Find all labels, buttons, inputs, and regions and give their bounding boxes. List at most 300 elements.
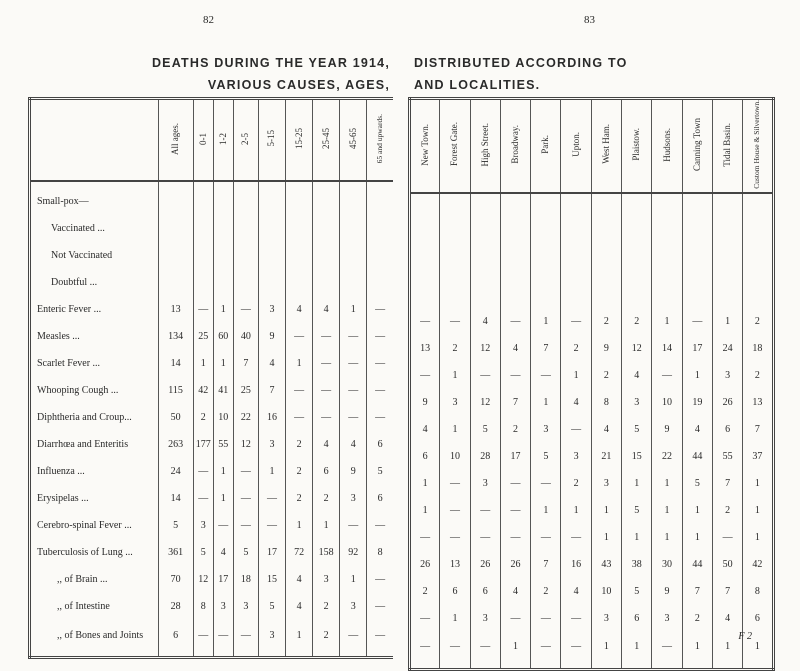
spacer-cell — [233, 650, 258, 658]
age-cell: — — [313, 323, 340, 350]
table-row — [30, 620, 394, 650]
locality-cell: — — [500, 362, 530, 389]
age-cell: 41 — [213, 377, 233, 404]
locality-cell: 4 — [712, 605, 742, 632]
age-cell — [286, 269, 313, 296]
age-header-label: 1-2 — [217, 132, 228, 145]
locality-cell — [531, 281, 561, 308]
age-cell: 1 — [258, 458, 285, 485]
table-row — [410, 362, 774, 389]
locality-cell — [622, 227, 652, 254]
cause-label: ,, of Brain ... — [57, 574, 108, 585]
age-header-label: 65 and upwards. — [375, 113, 385, 164]
table-row — [30, 485, 394, 512]
locality-header-label: West Ham. — [600, 124, 611, 165]
footer-signature: F 2 — [738, 631, 752, 642]
locality-cell: 6 — [622, 605, 652, 632]
age-cell — [213, 215, 233, 242]
locality-cell: 14 — [652, 335, 682, 362]
locality-cell — [531, 200, 561, 227]
locality-cell: — — [682, 308, 712, 335]
locality-cell: 12 — [622, 335, 652, 362]
locality-cell: 3 — [531, 416, 561, 443]
locality-cell — [591, 227, 621, 254]
cause-label: Small-pox— — [37, 196, 89, 207]
age-cell: 72 — [286, 539, 313, 566]
age-header-4 — [258, 99, 285, 182]
age-cell: 361 — [158, 539, 193, 566]
age-cell: — — [286, 377, 313, 404]
age-cell: 70 — [158, 566, 193, 593]
locality-cell: 6 — [470, 578, 500, 605]
table-row — [410, 578, 774, 605]
locality-cell: 4 — [422, 423, 428, 435]
locality-header-7 — [622, 99, 652, 193]
spacer-cell — [561, 662, 591, 670]
locality-cell: 26 — [712, 389, 742, 416]
table-row — [30, 404, 394, 431]
spacer-cell — [682, 193, 712, 200]
age-cell: 2 — [313, 620, 340, 650]
locality-cell — [410, 254, 440, 281]
locality-cell — [500, 227, 530, 254]
table-row — [410, 335, 774, 362]
age-cell — [367, 188, 393, 215]
locality-cell: 1 — [591, 632, 621, 662]
ages-header-row — [30, 99, 394, 182]
locality-header-label: Broadway. — [510, 125, 521, 164]
spacer-row — [30, 181, 394, 188]
locality-cell: 1 — [712, 308, 742, 335]
locality-cell: 26 — [420, 558, 431, 570]
age-cell: — — [367, 404, 393, 431]
age-cell: 1 — [213, 296, 233, 323]
cause-label: Erysipelas ... — [37, 493, 89, 504]
spacer-cell — [712, 193, 742, 200]
spacer-cell — [313, 181, 340, 188]
locality-cell — [682, 254, 712, 281]
locality-cell — [410, 281, 440, 308]
locality-cell — [622, 200, 652, 227]
age-cell: 16 — [258, 404, 285, 431]
locality-cell — [561, 254, 591, 281]
table-row — [410, 497, 774, 524]
age-cell: 5 — [158, 512, 193, 539]
locality-cell: 1 — [500, 632, 530, 662]
locality-cell — [712, 200, 742, 227]
locality-cell — [682, 227, 712, 254]
table-row — [410, 551, 774, 578]
spacer-row — [410, 662, 774, 670]
cause-label: Cerebro-spinal Fever ... — [37, 520, 132, 531]
age-cell — [340, 188, 367, 215]
locality-cell: 2 — [712, 497, 742, 524]
locality-cell: 6 — [422, 450, 428, 462]
locality-cell — [470, 281, 500, 308]
locality-cell: 5 — [531, 443, 561, 470]
age-cell: 24 — [158, 458, 193, 485]
age-cell: — — [233, 512, 258, 539]
cause-label: Diarrhœa and Enteritis — [37, 439, 129, 450]
age-cell: 4 — [313, 296, 340, 323]
locality-cell: 7 — [531, 551, 561, 578]
locality-cell: 1 — [743, 632, 773, 662]
cause-label: Doubtful ... — [51, 277, 98, 288]
locality-cell — [591, 254, 621, 281]
age-cell: 1 — [213, 485, 233, 512]
locality-header-label: High Street. — [479, 122, 490, 167]
cause-label: Not Vaccinated — [51, 250, 113, 261]
age-cell: 5 — [367, 458, 393, 485]
locality-cell: 1 — [440, 605, 470, 632]
locality-header-label: Canning Town — [691, 117, 702, 171]
age-cell: 2 — [286, 485, 313, 512]
locality-header-label: Hudsons. — [661, 127, 672, 162]
age-cell — [258, 269, 285, 296]
age-cell: 5 — [258, 593, 285, 620]
age-cell — [367, 242, 393, 269]
localities-header-row — [410, 99, 774, 193]
age-cell: 4 — [286, 593, 313, 620]
table-row — [410, 200, 774, 227]
age-cell — [193, 215, 213, 242]
locality-cell: 26 — [500, 551, 530, 578]
locality-cell: — — [470, 524, 500, 551]
age-cell: — — [313, 404, 340, 431]
locality-cell: 2 — [591, 362, 621, 389]
spacer-cell — [500, 662, 530, 670]
spacer-cell — [652, 662, 682, 670]
locality-cell: — — [500, 308, 530, 335]
spacer-cell — [340, 650, 367, 658]
locality-cell: 24 — [712, 335, 742, 362]
age-cell: — — [233, 485, 258, 512]
age-cell: 25 — [233, 377, 258, 404]
age-cell: 42 — [193, 377, 213, 404]
cause-label: Influenza ... — [37, 466, 85, 477]
locality-cell: 1 — [422, 504, 428, 516]
age-cell — [313, 215, 340, 242]
spacer-cell — [743, 662, 773, 670]
locality-header-10 — [712, 99, 742, 193]
spacer-cell — [652, 193, 682, 200]
spacer-cell — [367, 650, 393, 658]
spacer-cell — [743, 193, 773, 200]
cause-label: ,, of Bones and Joints — [57, 629, 144, 641]
age-cell — [233, 242, 258, 269]
age-cell — [286, 188, 313, 215]
age-header-5 — [286, 99, 313, 182]
locality-cell: 50 — [712, 551, 742, 578]
age-cell — [313, 269, 340, 296]
locality-cell: 9 — [422, 396, 428, 408]
locality-cell: 4 — [500, 578, 530, 605]
table-row — [410, 605, 774, 632]
locality-cell: 4 — [561, 389, 591, 416]
locality-cell: 28 — [470, 443, 500, 470]
locality-header-4 — [531, 99, 561, 193]
locality-cell: 9 — [591, 335, 621, 362]
locality-cell — [652, 254, 682, 281]
spacer-cell — [622, 193, 652, 200]
locality-header-label: Custom House & Silvertown. — [752, 100, 762, 189]
locality-cell: 10 — [652, 389, 682, 416]
locality-cell — [561, 281, 591, 308]
locality-cell: 22 — [652, 443, 682, 470]
locality-cell: 1 — [743, 470, 773, 497]
locality-cell — [440, 254, 470, 281]
cause-label: Tuberculosis of Lung ... — [37, 547, 133, 558]
age-cell: 4 — [213, 539, 233, 566]
locality-cell: — — [500, 470, 530, 497]
age-cell — [158, 269, 193, 296]
age-cell: 7 — [233, 350, 258, 377]
table-row — [410, 443, 774, 470]
locality-header-6 — [591, 99, 621, 193]
locality-cell: 4 — [591, 416, 621, 443]
locality-cell: — — [420, 612, 431, 624]
age-cell: — — [340, 404, 367, 431]
age-cell: — — [340, 350, 367, 377]
age-cell: 14 — [158, 350, 193, 377]
spacer-cell — [531, 193, 561, 200]
cause-label: Enteric Fever ... — [37, 304, 102, 315]
locality-cell: 3 — [470, 605, 500, 632]
age-cell: 1 — [213, 350, 233, 377]
spacer-cell — [591, 662, 621, 670]
locality-cell: — — [561, 308, 591, 335]
age-cell: 18 — [233, 566, 258, 593]
locality-cell: — — [420, 531, 431, 543]
age-header-label: 15-25 — [293, 128, 304, 149]
age-cell — [313, 242, 340, 269]
age-cell: 1 — [286, 350, 313, 377]
locality-cell: — — [440, 470, 470, 497]
locality-cell: 7 — [712, 578, 742, 605]
locality-cell: 3 — [561, 443, 591, 470]
age-cell — [193, 188, 213, 215]
spacer-cell — [470, 662, 500, 670]
locality-cell: 2 — [591, 308, 621, 335]
spacer-cell — [410, 662, 440, 670]
locality-cell: 1 — [561, 497, 591, 524]
age-cell: 3 — [258, 620, 285, 650]
spacer-cell — [410, 193, 440, 200]
age-cell: 6 — [367, 431, 393, 458]
age-cell: — — [213, 512, 233, 539]
locality-cell: — — [652, 632, 682, 662]
table-row — [410, 632, 774, 662]
age-cell: 13 — [158, 296, 193, 323]
spacer-cell — [158, 650, 193, 658]
spacer-cell — [286, 650, 313, 658]
locality-cell — [440, 227, 470, 254]
page-number-left: 82 — [203, 14, 214, 26]
locality-cell: 3 — [440, 389, 470, 416]
age-cell: — — [286, 404, 313, 431]
locality-cell: 7 — [712, 470, 742, 497]
locality-cell: 2 — [743, 362, 773, 389]
age-cell: 10 — [213, 404, 233, 431]
table-row — [30, 512, 394, 539]
locality-cell: 10 — [591, 578, 621, 605]
locality-cell: — — [500, 605, 530, 632]
locality-cell: 43 — [591, 551, 621, 578]
locality-cell — [500, 281, 530, 308]
spacer-cell — [193, 650, 213, 658]
locality-header-label: New Town. — [419, 123, 430, 166]
locality-cell: — — [420, 369, 431, 381]
locality-cell: 19 — [682, 389, 712, 416]
age-header-label: 45-65 — [347, 128, 358, 149]
locality-cell — [743, 254, 773, 281]
age-header-label: 5-15 — [266, 130, 277, 147]
age-cell: 3 — [258, 296, 285, 323]
age-cell: 4 — [340, 431, 367, 458]
spacer-cell — [470, 193, 500, 200]
age-cell: — — [193, 620, 213, 650]
spacer-cell — [712, 662, 742, 670]
locality-cell: — — [561, 524, 591, 551]
age-cell: — — [258, 485, 285, 512]
locality-cell: 2 — [500, 416, 530, 443]
locality-cell: 26 — [470, 551, 500, 578]
age-cell: 4 — [286, 566, 313, 593]
age-cell: — — [233, 296, 258, 323]
locality-cell: 38 — [622, 551, 652, 578]
table-row — [30, 350, 394, 377]
locality-cell: 1 — [652, 497, 682, 524]
locality-cell: 4 — [561, 578, 591, 605]
age-cell: 1 — [286, 620, 313, 650]
cause-header — [30, 99, 159, 182]
locality-cell: 5 — [622, 416, 652, 443]
locality-cell: — — [561, 632, 591, 662]
age-cell — [340, 269, 367, 296]
cause-label: Diphtheria and Croup... — [37, 412, 132, 423]
locality-cell: 1 — [743, 497, 773, 524]
locality-cell: 3 — [591, 605, 621, 632]
age-cell: 6 — [158, 620, 193, 650]
locality-cell: — — [470, 362, 500, 389]
locality-header-label: Plaistow. — [631, 128, 642, 161]
age-cell: 1 — [193, 350, 213, 377]
age-cell — [367, 269, 393, 296]
age-header-3 — [233, 99, 258, 182]
locality-cell — [743, 200, 773, 227]
locality-cell: 1 — [682, 524, 712, 551]
age-cell: 55 — [213, 431, 233, 458]
age-cell: 134 — [158, 323, 193, 350]
locality-cell: — — [712, 524, 742, 551]
age-cell: 263 — [158, 431, 193, 458]
table-row — [30, 377, 394, 404]
locality-cell: 1 — [682, 632, 712, 662]
locality-header-5 — [561, 99, 591, 193]
locality-cell — [561, 227, 591, 254]
cause-label: Whooping Cough ... — [37, 385, 119, 396]
locality-cell: 10 — [440, 443, 470, 470]
locality-header-2 — [470, 99, 500, 193]
age-cell: — — [233, 458, 258, 485]
locality-cell: 15 — [622, 443, 652, 470]
age-cell — [233, 215, 258, 242]
age-cell: 5 — [193, 539, 213, 566]
spacer-cell — [30, 181, 159, 188]
age-header-6 — [313, 99, 340, 182]
table-row — [410, 470, 774, 497]
locality-header-8 — [652, 99, 682, 193]
locality-cell: 2 — [622, 308, 652, 335]
locality-cell — [712, 254, 742, 281]
age-cell — [233, 269, 258, 296]
locality-cell: — — [531, 470, 561, 497]
locality-cell: 3 — [712, 362, 742, 389]
locality-cell: — — [440, 632, 470, 662]
locality-cell — [440, 281, 470, 308]
locality-cell: 37 — [743, 443, 773, 470]
locality-cell: — — [420, 315, 431, 327]
locality-cell: 2 — [743, 308, 773, 335]
locality-cell: 17 — [682, 335, 712, 362]
locality-cell — [410, 200, 440, 227]
age-cell — [258, 215, 285, 242]
locality-cell: 1 — [561, 362, 591, 389]
age-cell: — — [367, 566, 393, 593]
locality-header-label: Park. — [540, 135, 551, 154]
age-cell — [367, 215, 393, 242]
locality-cell: — — [531, 524, 561, 551]
locality-cell: — — [531, 605, 561, 632]
age-cell: — — [233, 620, 258, 650]
locality-cell: 3 — [622, 389, 652, 416]
age-cell — [158, 215, 193, 242]
locality-cell: — — [561, 605, 591, 632]
locality-cell — [470, 254, 500, 281]
age-header-label: All ages. — [170, 122, 181, 155]
age-cell: — — [313, 377, 340, 404]
spacer-cell — [561, 193, 591, 200]
spacer-cell — [440, 193, 470, 200]
locality-cell: 1 — [591, 497, 621, 524]
locality-cell — [410, 227, 440, 254]
age-cell: 2 — [193, 404, 213, 431]
locality-cell: 6 — [440, 578, 470, 605]
age-cell: 3 — [213, 593, 233, 620]
age-cell: 7 — [258, 377, 285, 404]
spacer-cell — [367, 181, 393, 188]
locality-header-9 — [682, 99, 712, 193]
age-cell — [340, 242, 367, 269]
age-cell — [213, 188, 233, 215]
locality-cell: 4 — [470, 308, 500, 335]
locality-cell: 30 — [652, 551, 682, 578]
locality-cell: 44 — [682, 443, 712, 470]
locality-cell: 7 — [682, 578, 712, 605]
age-cell: 15 — [258, 566, 285, 593]
spacer-cell — [340, 181, 367, 188]
title-right-line-1: DISTRIBUTED ACCORDING TO — [414, 56, 628, 70]
locality-cell: 8 — [743, 578, 773, 605]
table-row — [30, 566, 394, 593]
locality-cell: — — [470, 497, 500, 524]
locality-cell: 1 — [652, 308, 682, 335]
locality-cell: 2 — [561, 335, 591, 362]
age-cell: 17 — [213, 566, 233, 593]
table-row — [410, 308, 774, 335]
locality-cell: 7 — [500, 389, 530, 416]
locality-cell: 4 — [622, 362, 652, 389]
